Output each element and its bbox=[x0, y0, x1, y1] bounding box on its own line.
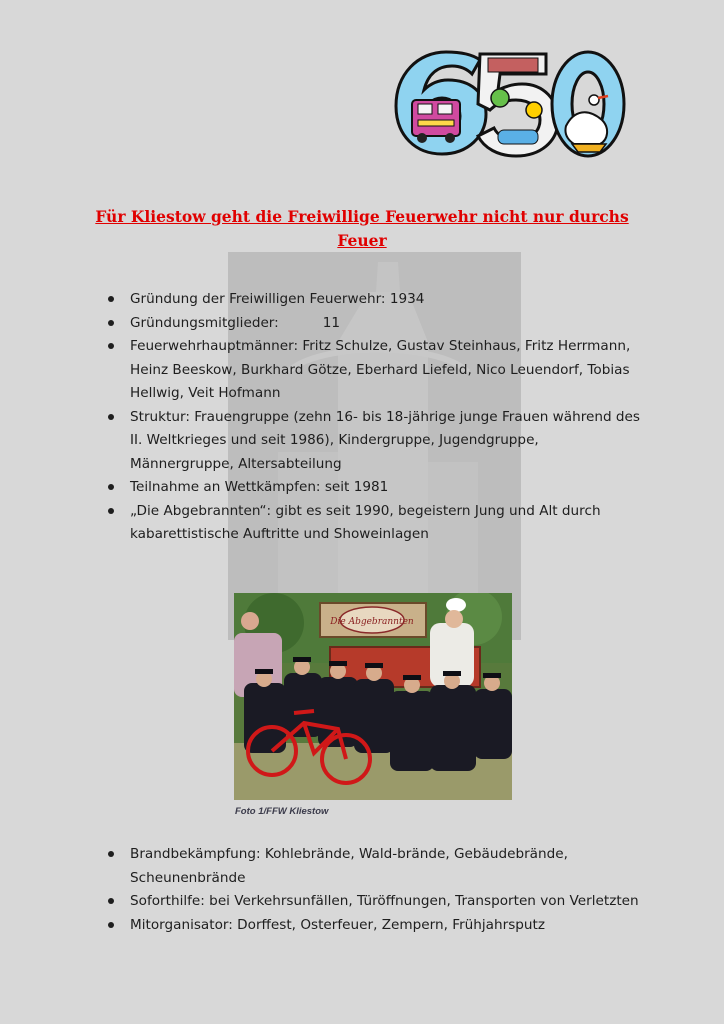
list-item: Teilnahme an Wettkämpfen: seit 1981 bbox=[104, 476, 644, 500]
members-value: 11 bbox=[322, 314, 341, 331]
bullet-icon bbox=[108, 484, 114, 490]
facts-list-top bbox=[104, 288, 644, 547]
bullet-icon bbox=[108, 508, 114, 514]
list-item: „Die Abgebrannten“: gibt es seit 1990, begeistern Jung und Alt durch kabarettistische Auftritte und Showeinlagen bbox=[104, 500, 644, 547]
logo-650-graphic bbox=[388, 40, 628, 160]
list-item: Mitorganisator: Dorffest, Osterfeuer, Zempern, Frühjahrsputz bbox=[104, 914, 644, 938]
list-item: Feuerwehrhauptmänner: Fritz Schulze, Gustav Steinhaus, Fritz Herrmann, Heinz Beeskow, Burkhard Götze, Eberhard Liefeld, Nico Leuendorf, Tobias Hellwig, Veit Hofmann bbox=[104, 335, 644, 406]
list-item bbox=[104, 312, 644, 336]
bullet-icon bbox=[108, 922, 114, 928]
facts-list-bottom bbox=[104, 843, 644, 937]
members-label: Gründungsmitglieder: bbox=[130, 314, 279, 331]
anniversary-650-logo bbox=[388, 40, 628, 160]
bullet-icon bbox=[108, 851, 114, 857]
list-item: Gründung der Freiwilligen Feuerwehr: 1934 bbox=[104, 288, 644, 312]
photo-sign-text: Die Abgebrannten bbox=[330, 617, 414, 627]
bullet-icon bbox=[108, 898, 114, 904]
bullet-icon bbox=[108, 343, 114, 349]
page-title: Für Kliestow geht die Freiwillige Feuerwehr nicht nur durchs Feuer bbox=[95, 207, 629, 250]
bullet-icon bbox=[108, 320, 114, 326]
group-photo bbox=[234, 593, 512, 800]
list-item: Struktur: Frauengruppe (zehn 16- bis 18-jährige junge Frauen während des II. Weltkrieges und seit 1986), Kindergruppe, Jugendgruppe, Männergruppe, Altersabteilung bbox=[104, 406, 644, 477]
list-item: Soforthilfe: bei Verkehrsunfällen, Türöffnungen, Transporten von Verletzten bbox=[104, 890, 644, 914]
list-item: Brandbekämpfung: Kohlebrände, Wald-brände, Gebäudebrände, Scheunenbrände bbox=[104, 843, 644, 890]
photo-caption: Foto 1/FFW Kliestow bbox=[235, 806, 329, 817]
bullet-icon bbox=[108, 414, 114, 420]
bullet-icon bbox=[108, 296, 114, 302]
